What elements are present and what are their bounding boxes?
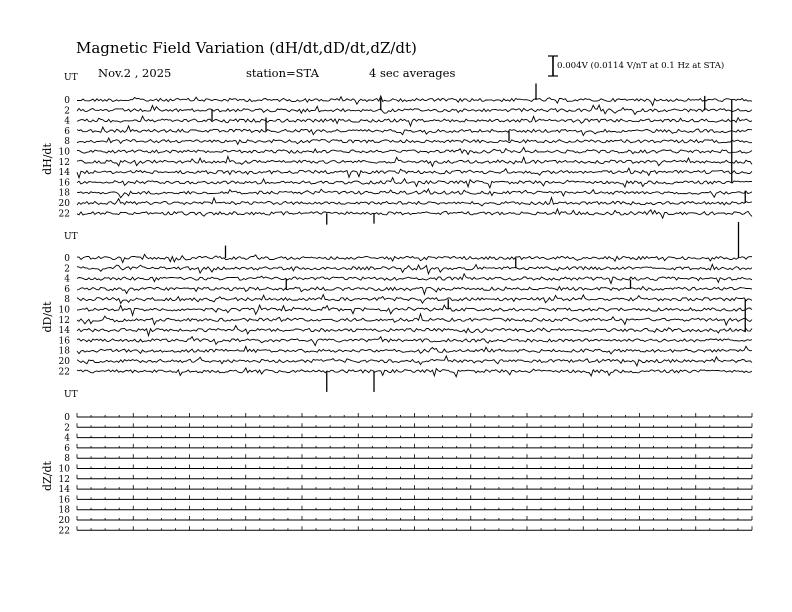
- trace-line: [77, 96, 752, 106]
- row-label: 8: [64, 295, 70, 306]
- row-label: 2: [64, 264, 70, 275]
- row-label: 6: [64, 284, 70, 295]
- row-label: 0: [64, 96, 70, 106]
- row-label: 0: [64, 413, 70, 423]
- scale-label: 0.004V (0.0114 V/nT at 0.1 Hz at STA): [557, 61, 725, 71]
- panel-dzdt: [41, 390, 752, 536]
- row-label: 4: [64, 116, 70, 127]
- row-label: 4: [64, 274, 70, 285]
- station-label: station=STA: [246, 66, 319, 80]
- row-label: 14: [58, 326, 70, 337]
- chart-title: Magnetic Field Variation (dH/dt,dD/dt,dZ/dt): [76, 39, 417, 57]
- trace-line: [77, 105, 752, 114]
- row-label: 2: [64, 423, 70, 434]
- trace-line: [77, 368, 752, 377]
- row-label: 16: [58, 336, 70, 347]
- row-label: 16: [58, 178, 70, 189]
- row-label: 12: [58, 315, 70, 326]
- row-label: 18: [58, 346, 70, 357]
- trace-line: [77, 337, 752, 346]
- row-label: 22: [58, 367, 70, 378]
- trace-line: [77, 189, 752, 198]
- row-label: 16: [58, 495, 70, 506]
- trace-line: [77, 254, 752, 262]
- trace-line: [77, 274, 752, 284]
- panel-ylabel: dH/dt: [41, 143, 54, 175]
- trace-line: [77, 314, 752, 325]
- row-label: 14: [58, 485, 70, 496]
- trace-line: [77, 198, 752, 206]
- panel-ylabel: dD/dt: [41, 301, 54, 333]
- row-label: 0: [64, 254, 70, 264]
- trace-line: [77, 168, 752, 178]
- row-label: 8: [64, 454, 70, 465]
- row-label: 6: [64, 443, 70, 454]
- panel-dhdt: [41, 73, 752, 225]
- row-label: 14: [58, 168, 70, 179]
- row-label: 2: [64, 106, 70, 117]
- row-label: 20: [58, 516, 70, 526]
- trace-line: [77, 209, 752, 218]
- trace-line: [77, 178, 752, 188]
- trace-line: [77, 305, 752, 315]
- row-label: 20: [58, 357, 70, 367]
- trace-line: [77, 356, 752, 366]
- row-label: 18: [58, 505, 70, 516]
- ut-label: UT: [64, 390, 78, 400]
- trace-line: [77, 126, 752, 136]
- trace-line: [77, 156, 752, 166]
- row-label: 20: [58, 199, 70, 209]
- date-label: Nov.2 , 2025: [98, 66, 172, 80]
- row-label: 6: [64, 126, 70, 137]
- trace-line: [77, 264, 752, 274]
- row-label: 10: [58, 147, 70, 158]
- ut-label: UT: [64, 232, 78, 242]
- row-label: 8: [64, 137, 70, 148]
- trace-line: [77, 138, 752, 144]
- trace-line: [77, 295, 752, 304]
- panel-dddt: [41, 222, 752, 392]
- row-label: 18: [58, 188, 70, 199]
- row-label: 10: [58, 464, 70, 475]
- row-label: 4: [64, 433, 70, 444]
- row-label: 22: [58, 209, 70, 220]
- row-label: 10: [58, 305, 70, 316]
- averaging-label: 4 sec averages: [369, 66, 456, 80]
- row-label: 12: [58, 157, 70, 168]
- trace-line: [77, 287, 752, 295]
- panels: [41, 73, 752, 536]
- trace-line: [77, 326, 752, 336]
- trace-line: [77, 148, 752, 155]
- panel-ylabel: dZ/dt: [41, 461, 54, 491]
- trace-line: [77, 116, 752, 126]
- row-label: 22: [58, 526, 70, 537]
- row-label: 12: [58, 474, 70, 485]
- ut-label: UT: [64, 73, 78, 83]
- trace-line: [77, 346, 752, 354]
